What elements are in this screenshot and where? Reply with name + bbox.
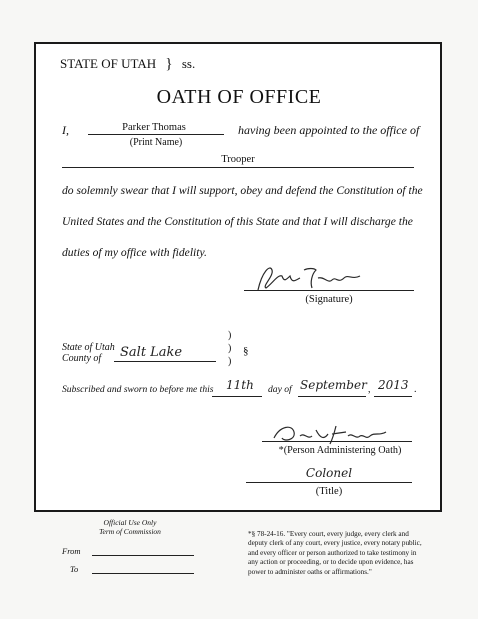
- signature-label: (Signature): [305, 294, 353, 305]
- state-label: STATE OF UTAH: [60, 56, 157, 71]
- sworn-month-value[interactable]: September: [300, 378, 367, 392]
- administering-signature-scribble: [270, 420, 390, 446]
- oath-line-3: duties of my office with fidelity.: [62, 246, 207, 259]
- section-mark: §: [243, 345, 249, 357]
- print-name-label: (Print Name): [129, 137, 183, 148]
- from-line: [92, 555, 194, 556]
- administering-line: [262, 441, 412, 442]
- sworn-period: .: [414, 384, 417, 395]
- appointed-text: having been appointed to the office of: [238, 123, 420, 137]
- i-label: I,: [62, 123, 69, 137]
- print-name-value[interactable]: Parker Thomas: [122, 122, 186, 133]
- state-header: [60, 56, 195, 73]
- sworn-day-line: [212, 396, 262, 397]
- sworn-prefix: Subscribed and sworn to before me this: [62, 384, 214, 395]
- venue-brace-2: ): [228, 343, 232, 354]
- statute-line-1: *§ 78-24-16. "Every court, every judge, every clerk and: [248, 530, 409, 538]
- official-use-label: Official Use Only: [103, 518, 157, 527]
- title-value[interactable]: Colonel: [305, 466, 353, 480]
- county-label: County of: [62, 353, 102, 364]
- county-line: [114, 361, 216, 362]
- statute-line-2: deputy clerk of any court, every justice, every notary public,: [248, 539, 422, 548]
- sworn-year-line: [374, 396, 412, 397]
- sworn-day-value[interactable]: 11th: [226, 378, 254, 392]
- office-value[interactable]: Trooper: [221, 154, 255, 165]
- sworn-day-label: day of: [268, 384, 292, 395]
- sworn-month-line: [298, 396, 366, 397]
- title-line: [246, 482, 412, 483]
- venue-brace-3: ): [228, 356, 232, 367]
- title-label: (Title): [315, 486, 343, 497]
- office-line: [62, 167, 414, 168]
- sworn-year-value[interactable]: 2013: [378, 378, 409, 392]
- from-label: From: [62, 546, 81, 556]
- statute-line-3: and every officer or person authorized to take testimony in: [248, 548, 417, 557]
- statute-note: [248, 530, 422, 577]
- sworn-comma: ,: [368, 384, 371, 395]
- ss-label: ss.: [181, 56, 196, 71]
- document-title: OATH OF OFFICE: [156, 86, 322, 108]
- venue-state-label: State of Utah: [62, 342, 115, 353]
- print-name-line: [88, 134, 224, 135]
- signature-line: [244, 290, 414, 291]
- statute-line-5: power to administer oaths or affirmations.": [248, 567, 372, 576]
- oath-line-2: United States and the Constitution of this State and that I will discharge the: [62, 215, 413, 228]
- venue-brace-1: ): [228, 330, 232, 341]
- header-brace: }: [165, 56, 173, 72]
- administering-label: *(Person Administering Oath): [278, 445, 402, 456]
- to-line: [92, 573, 194, 574]
- to-label: To: [70, 564, 79, 574]
- county-value[interactable]: Salt Lake: [120, 345, 183, 360]
- term-of-commission-label: Term of Commission: [99, 527, 161, 536]
- oath-line-1: do solemnly swear that I will support, obey and defend the Constitution of the: [62, 184, 423, 197]
- statute-line-4: any action or proceeding, or to decide upon evidence, has: [248, 558, 414, 567]
